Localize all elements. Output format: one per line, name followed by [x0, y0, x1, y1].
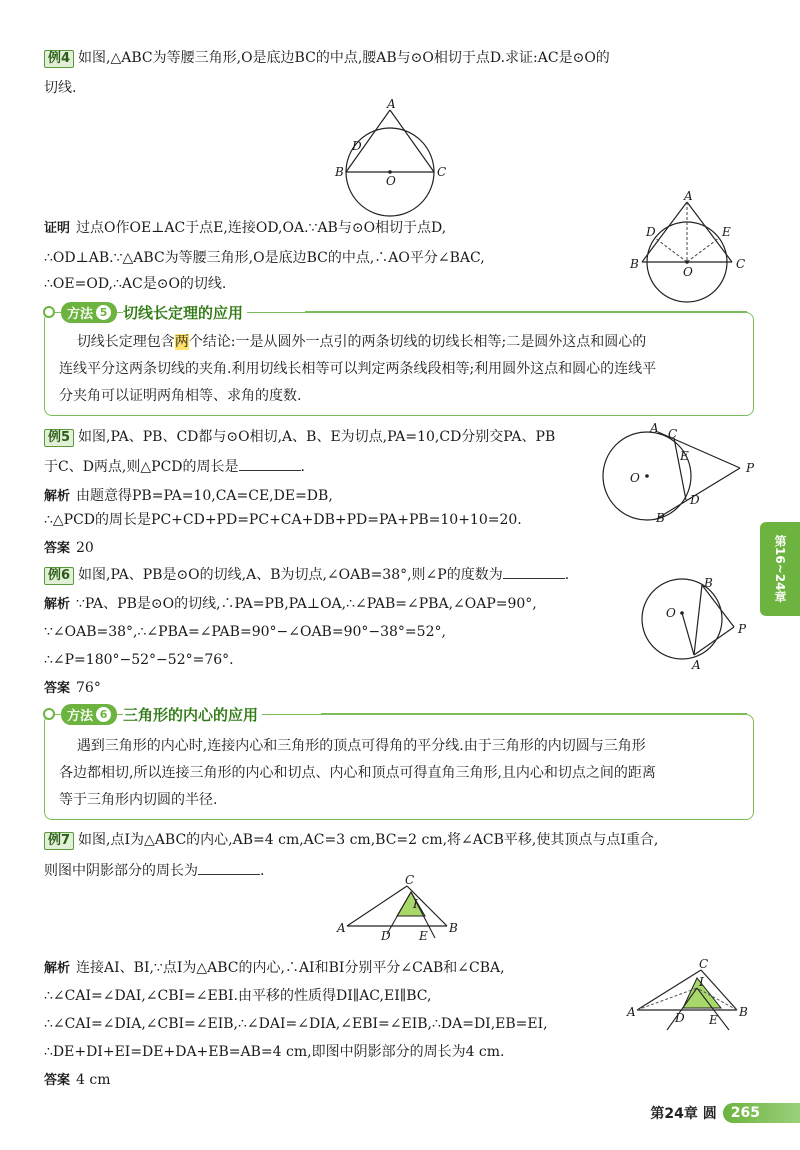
method6-line2: 各边都相切,所以连接三角形的内心和切点、内心和顶点可得直角三角形,且内心和切点之间的距离 [59, 765, 656, 781]
ex6-fig-radius-oa [682, 613, 694, 655]
ex4-fig2-label-c: C [736, 257, 746, 271]
method5-bullet-icon [43, 306, 55, 318]
ex4-proof-line1: 证明 过点O作OE⊥AC于点E,连接OD,OA.∵AB与⊙O相切于点D, [44, 220, 447, 236]
ex5-figure [600, 421, 760, 525]
ex5-solution-line2: ∴△PCD的周长是PC+CD+PD=PC+CA+DB+PD=PA+PB=10+10=20. [44, 512, 522, 528]
ex4-question-line2: 切线. [44, 80, 77, 96]
ex7-solution-line2: ∴∠CAI=∠DAI,∠CBI=∠EBI.由平移的性质得DI∥AC,EI∥BC, [44, 988, 432, 1004]
chapter-side-tab: 第16~24章 [760, 522, 800, 616]
ex7-figure-1 [335, 873, 465, 943]
footer-chapter: 第24章 圆 [650, 1106, 717, 1122]
ex4-fig2-label-d: D [646, 225, 656, 239]
page-footer [650, 1101, 800, 1125]
ex7-fig2-label-d: D [675, 1011, 685, 1025]
ex6-fig-tangent-pb [702, 585, 734, 627]
ex4-fig2-label-a: A [684, 189, 693, 203]
footer-page-number: 265 [723, 1103, 800, 1123]
ex7-fig1-label-b: B [449, 921, 458, 935]
ex4-fig2-center [685, 260, 689, 264]
method5-box [44, 303, 754, 416]
ex4-fig1-label-b: B [335, 165, 344, 179]
ex7-solution-line4: ∴DE+DI+EI=DE+DA+EB=AB=4 cm,即图中阴影部分的周长为4 cm. [44, 1044, 505, 1060]
ex4-fig2-label-o: O [683, 265, 693, 279]
ex7-fig2-label-e: E [709, 1013, 718, 1027]
method5-body [59, 329, 743, 410]
method5-line3: 分夹角可以证明两角相等、求角的度数. [59, 388, 302, 404]
ex6-fig-label-b: B [704, 576, 713, 590]
ex5-question-line2: 于C、D两点,则△PCD的周长是 . [44, 456, 305, 477]
method5-pill: 方法 5 [61, 302, 117, 323]
ex7-question-line2: 则图中阴影部分的周长为 . [44, 860, 264, 881]
ex7-answer: 答案 4 cm [44, 1072, 111, 1088]
ex6-fig-chord-ab [694, 585, 702, 655]
ex6-fig-circle [642, 579, 722, 659]
method6-line1: 遇到三角形的内心时,连接内心和三角形的顶点可得角的平分线.由于三角形的内切圆与三角形 [76, 738, 646, 754]
ex6-answer-label: 答案 [44, 681, 71, 696]
ex4-fig2-seg-od [655, 238, 687, 262]
ex7-tag: 例7 [44, 832, 74, 850]
ex6-figure [640, 575, 760, 672]
ex7-fig1-label-c: C [405, 873, 415, 887]
ex6-fig-tangent-pa [694, 627, 734, 655]
method5-line2: 连线平分这两条切线的夹角.利用切线长相等可以判定两条线段相等;利用圆外这点和圆心的连线平 [59, 361, 657, 377]
method6-header [43, 703, 262, 725]
ex7-fig2-label-a: A [627, 1005, 636, 1019]
ex4-proof-label: 证明 [44, 221, 71, 236]
ex5-fig-label-d: D [690, 493, 700, 507]
ex7-fig1-label-d: D [381, 929, 391, 943]
ex4-proof-line3: ∴OE=OD,∴AC是⊙O的切线. [44, 276, 227, 292]
ex5-answer-blank [239, 456, 301, 471]
ex4-figure-1 [330, 97, 470, 190]
ex7-fig2-label-b: B [739, 1005, 748, 1019]
ex5-fig-label-c: C [668, 427, 678, 441]
method6-line3: 等于三角形内切圆的半径. [59, 792, 218, 808]
ex6-solution-line2: ∵∠OAB=38°,∴∠PBA=∠PAB=90°−∠OAB=90°−38°=52°, [44, 624, 446, 640]
ex6-solution-line3: ∴∠P=180°−52°−52°=76°. [44, 652, 234, 668]
ex7-fig1-label-e: E [419, 929, 428, 943]
ex7-fig2-label-c: C [699, 957, 709, 971]
ex4-figure-2 [630, 190, 750, 280]
ex5-fig-label-o: O [630, 471, 640, 485]
method6-box [44, 705, 754, 820]
ex4-fig1-label-d: D [352, 139, 362, 153]
method5-line1: 切线长定理包含两个结论:一是从圆外一点引的两条切线的切线长相等;二是圆外这点和圆心的 [76, 334, 647, 350]
ex5-fig-label-a: A [650, 421, 659, 435]
ex5-question-line1: 例5 如图,PA、PB、CD都与⊙O相切,A、B、E为切点,PA=10,CD分别交PA、PB [44, 427, 555, 447]
ex7-fig1-side-ac [347, 886, 407, 926]
ex7-answer-label: 答案 [44, 1073, 71, 1088]
ex7-fig1-label-i: I [413, 897, 418, 911]
ex6-fig-center [680, 611, 684, 615]
ex6-solution-line1: 解析 ∵PA、PB是⊙O的切线,∴PA=PB,PA⊥OA,∴∠PAB=∠PBA,∠OAP=90°, [44, 596, 537, 612]
ex4-fig2-label-b: B [630, 257, 639, 271]
ex4-fig1-label-a: A [387, 97, 396, 111]
ex4-tag: 例4 [44, 50, 74, 68]
ex4-question-line1: 例4 如图,△ABC为等腰三角形,O是底边BC的中点,腰AB与⊙O相切于点D.求证:AC是⊙O的 [44, 48, 610, 68]
ex5-solution-label: 解析 [44, 489, 71, 504]
ex4-fig2-label-e: E [722, 225, 731, 239]
method6-title: 三角形的内心的应用 [123, 704, 262, 725]
ex7-solution-label: 解析 [44, 961, 71, 976]
ex5-fig-label-b: B [656, 511, 665, 525]
ex5-fig-center [645, 474, 649, 478]
ex5-fig-label-e: E [680, 449, 689, 463]
ex5-tag: 例5 [44, 429, 74, 447]
ex6-fig-label-o: O [666, 606, 676, 620]
ex7-solution-line1: 解析 连接AI、BI,∵点I为△ABC的内心,∴AI和BI分别平分∠CAB和∠CBA, [44, 960, 505, 976]
ex6-question-line1: 例6 如图,PA、PB是⊙O的切线,A、B为切点,∠OAB=38°,则∠P的度数为 . [44, 564, 569, 585]
method6-body [59, 733, 743, 814]
ex7-fig2-label-i: I [699, 975, 704, 989]
ex6-fig-label-p: P [738, 622, 747, 636]
ex7-answer-blank [198, 860, 260, 875]
ex7-figure-2 [625, 958, 755, 1034]
ex6-fig-label-a: A [692, 658, 701, 672]
ex4-fig1-side-ac [390, 110, 434, 172]
ex5-fig-label-p: P [746, 461, 755, 475]
ex4-fig2-seg-oe [687, 238, 719, 262]
ex5-answer-label: 答案 [44, 541, 71, 556]
ex5-solution-line1: 解析 由题意得PB=PA=10,CA=CE,DE=DB, [44, 488, 333, 504]
ex7-fig1-shaded-triangle [397, 892, 425, 916]
ex5-answer: 答案 20 [44, 540, 94, 556]
method5-header [43, 301, 247, 323]
ex7-solution-line3: ∴∠CAI=∠DIA,∠CBI=∠EIB,∴∠DAI=∠DIA,∠EBI=∠EIB,∴DA=DI,EB=EI, [44, 1016, 548, 1032]
ex4-fig1-label-o: O [386, 174, 396, 188]
ex6-answer: 答案 76° [44, 680, 101, 696]
ex4-proof-line2: ∴OD⊥AB.∵△ABC为等腰三角形,O是底边BC的中点,∴AO平分∠BAC, [44, 250, 485, 266]
method6-pill: 方法 6 [61, 704, 117, 725]
ex4-fig1-label-c: C [437, 165, 447, 179]
ex6-tag: 例6 [44, 567, 74, 585]
method6-bullet-icon [43, 708, 55, 720]
method5-title: 切线长定理的应用 [123, 302, 247, 323]
ex7-question-line1: 例7 如图,点I为△ABC的内心,AB=4 cm,AC=3 cm,BC=2 cm,将∠ACB平移,使其顶点与点I重合, [44, 830, 658, 850]
ex6-answer-blank [503, 564, 565, 579]
ex7-fig1-label-a: A [337, 921, 346, 935]
ex6-solution-label: 解析 [44, 597, 71, 612]
